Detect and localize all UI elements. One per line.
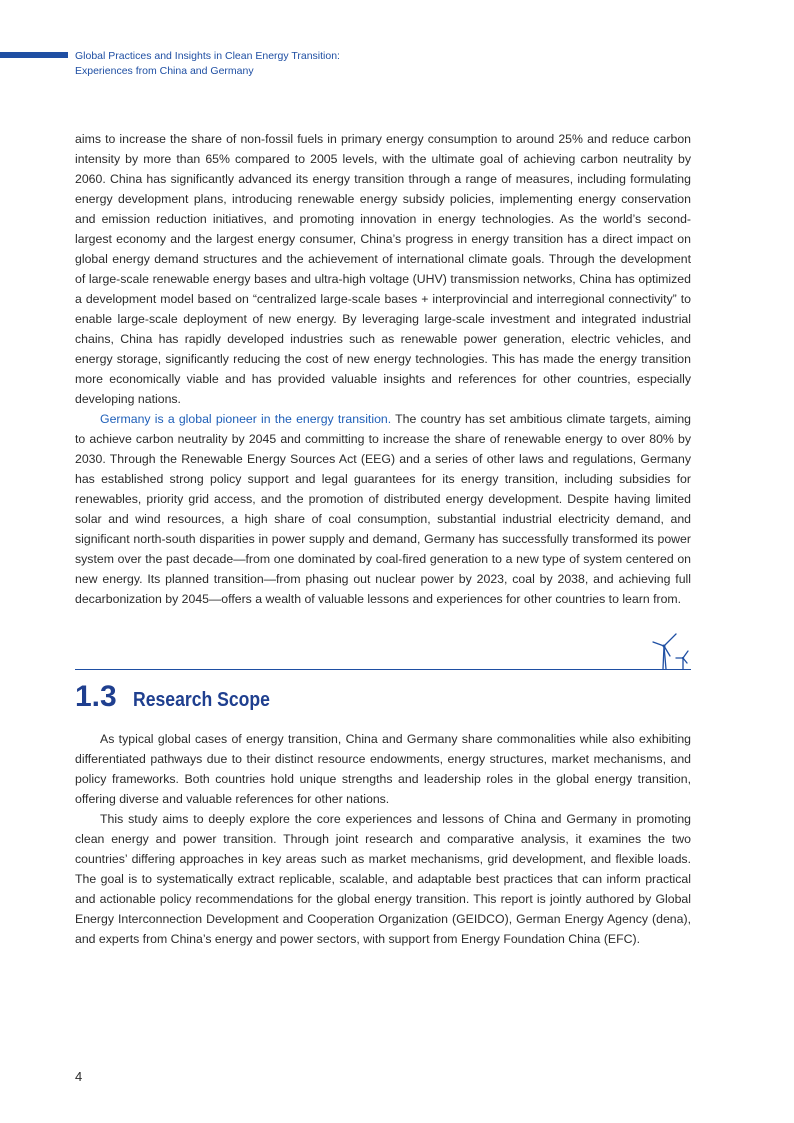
running-header-line-2: Experiences from China and Germany <box>75 65 254 77</box>
section-title: Research Scope <box>132 689 270 711</box>
highlighted-lead-sentence: Germany is a global pioneer in the energy transition. <box>100 412 392 426</box>
section-number: 1.3 <box>75 680 117 713</box>
paragraph-typical-cases: As typical global cases of energy transition, China and Germany share commonalities while also exhibiting differentiated pathways due to their distinct resource endowments, energy structures, market mechanisms, and policy frameworks. Both countries hold unique strengths and leadership roles in the global energy transition, offering diverse and valuable references for other nations. <box>75 732 691 806</box>
paragraph-germany <box>75 409 691 609</box>
paragraph-china: aims to increase the share of non-fossil fuels in primary energy consumption to around 25% and reduce carbon intensity by more than 65% compared to 2005 levels, with the ultimate goal of achieving carbon neutrality by 2060. China has significantly advanced its energy transition through a range of measures, including formulating energy development plans, introducing renewable energy subsidy policies, implementing energy conservation and emission reduction initiatives, and promoting innovation in energy technologies. As the world’s second-largest economy and the largest energy consumer, China’s progress in energy transition has a direct impact on global energy demand structures and the achievement of international climate goals. Through the development of large-scale renewable energy bases and ultra-high voltage (UHV) transmission networks, China has optimized a development model based on “centralized large-scale bases + interprovincial and interregional connectivity” to enable large-scale deployment of new energy. By leveraging large-scale investment and integrated industrial chains, China has rapidly developed industries such as renewable power generation, electric vehicles, and energy storage, significantly reducing the cost of new energy technologies. This has made the energy transition more economically viable and has provided valuable insights and references for other countries, especially developing nations. <box>75 132 691 406</box>
paragraph-germany-text: The country has set ambitious climate targets, aiming to achieve carbon neutrality by 2045 and committing to increase the share of renewable energy to over 80% by 2030. Through the Renewable Energy Sources Act (EEG) and a series of other laws and regulations, Germany has established strong policy support and legal guarantees for its energy transition, including subsidies for renewables, priority grid access, and the promotion of distributed energy development. Despite having limited solar and wind resources, a high share of coal consumption, substantial industrial electricity demand, and significant north-south disparities in power supply and demand, Germany has successfully transformed its power system over the past decade—from one dominated by coal-fired generation to a new type of system centered on new energy. Its planned transition—from phasing out nuclear power by 2023, coal by 2038, and achieving full decarbonization by 2045—offers a wealth of valuable lessons and experiences for other countries to learn from. <box>75 412 691 606</box>
section-1-body <box>75 129 691 609</box>
section-divider-line <box>75 669 691 670</box>
page-number: 4 <box>75 1069 83 1084</box>
paragraph-study-aims: This study aims to deeply explore the core experiences and lessons of China and Germany in promoting clean energy and power transition. Through joint research and comparative analysis, it examines the two countries’ differing approaches in key areas such as market mechanisms, grid development, and flexible loads. The goal is to systematically extract replicable, scalable, and adaptable best practices that can inform practical and actionable policy recommendations for the global energy transition. This report is jointly authored by Global Energy Interconnection Development and Cooperation Organization (GEIDCO), German Energy Agency (dena), and experts from China’s energy and power sectors, with support from Energy Foundation China (EFC). <box>75 812 691 946</box>
section-2-body <box>75 729 691 949</box>
wind-turbine-icon <box>650 628 694 672</box>
section-heading <box>75 680 288 720</box>
header-accent-bar <box>0 52 68 58</box>
running-header <box>75 49 340 79</box>
running-header-line-1: Global Practices and Insights in Clean Energy Transition: <box>75 50 340 62</box>
